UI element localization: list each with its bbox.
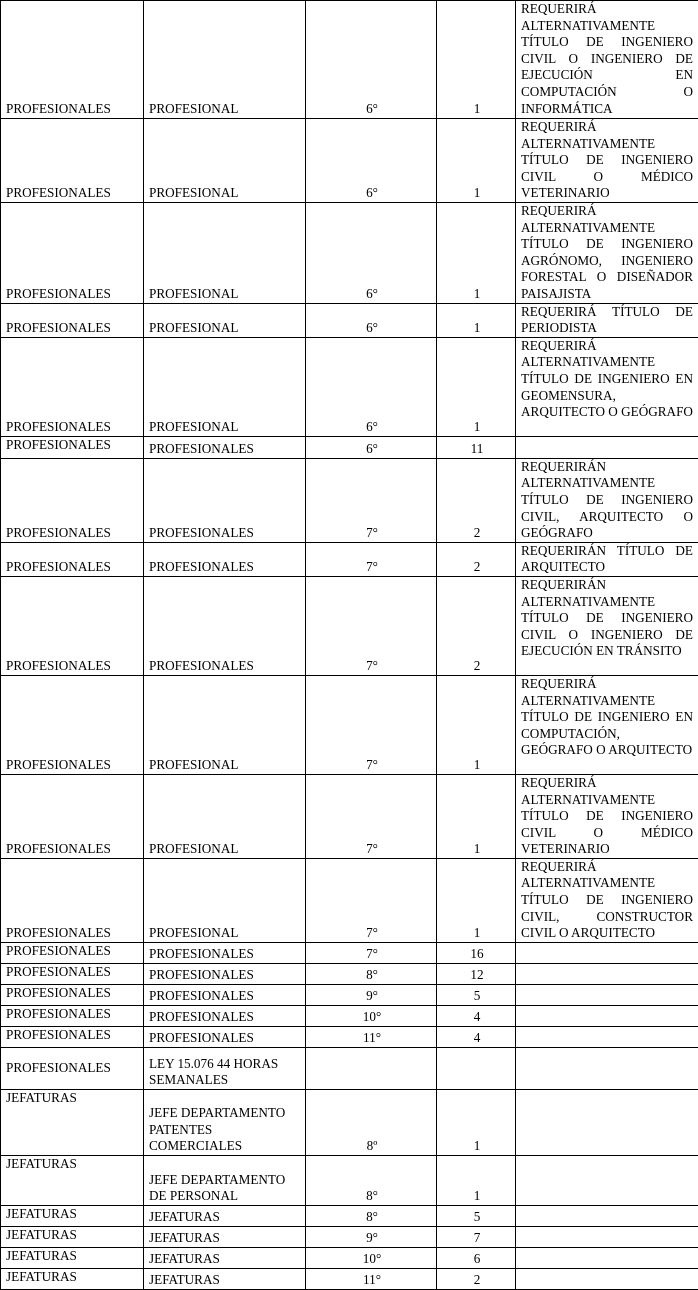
cell-position: JEFE DEPARTAMENTO PATENTES COMERCIALES (144, 1089, 306, 1155)
table-row (1, 576, 698, 675)
cell-requirement (516, 1247, 698, 1268)
cell-category: PROFESIONALES (1, 576, 144, 675)
table-row (1, 774, 698, 858)
table-row (1, 458, 698, 542)
cell-count: 2 (437, 542, 516, 576)
cell-position: JEFATURAS (144, 1268, 306, 1289)
cell-count: 1 (437, 202, 516, 303)
table-row (1, 337, 698, 436)
cell-category: PROFESIONALES (1, 337, 144, 436)
cell-position: PROFESIONALES (144, 1005, 306, 1026)
cell-count: 1 (437, 1089, 516, 1155)
cell-category: JEFATURAS (1, 1089, 144, 1155)
cell-position: PROFESIONAL (144, 303, 306, 337)
table-row (1, 984, 698, 1005)
cell-grade: 10° (306, 1247, 437, 1268)
table-row (1, 1047, 698, 1089)
cell-position: PROFESIONAL (144, 337, 306, 436)
cell-grade: 6° (306, 337, 437, 436)
cell-category: PROFESIONALES (1, 542, 144, 576)
cell-category: PROFESIONALES (1, 458, 144, 542)
cell-count: 2 (437, 1268, 516, 1289)
cell-requirement (516, 984, 698, 1005)
cell-position: PROFESIONALES (144, 576, 306, 675)
cell-grade: 11° (306, 1268, 437, 1289)
table-row (1, 1155, 698, 1205)
table-row (1, 942, 698, 963)
cell-grade: 11° (306, 1026, 437, 1047)
cell-grade: 6° (306, 1, 437, 119)
cell-position: PROFESIONAL (144, 202, 306, 303)
cell-category: PROFESIONALES (1, 984, 144, 1005)
cell-requirement: REQUERIRÁ ALTERNATIVAMENTE TÍTULO DE INGENIERO EN COMPUTACIÓN, GEÓGRAFO O ARQUITECTO (516, 675, 698, 774)
cell-requirement: REQUERIRÁ ALTERNATIVAMENTE TÍTULO DE INGENIERO CIVIL O MÉDICO VETERINARIO (516, 774, 698, 858)
table-row (1, 1, 698, 119)
cell-grade: 9° (306, 1226, 437, 1247)
cell-grade: 6° (306, 303, 437, 337)
table-row (1, 1089, 698, 1155)
table-row (1, 119, 698, 203)
cell-grade: 8° (306, 963, 437, 984)
cell-grade: 7° (306, 858, 437, 942)
cell-grade: 7° (306, 576, 437, 675)
cell-position: JEFATURAS (144, 1226, 306, 1247)
cell-requirement: REQUERIRÁ ALTERNATIVAMENTE TÍTULO DE INGENIERO CIVIL O MÉDICO VETERINARIO (516, 119, 698, 203)
cell-requirement (516, 1155, 698, 1205)
cell-position: PROFESIONALES (144, 436, 306, 458)
cell-position: JEFE DEPARTAMENTO DE PERSONAL (144, 1155, 306, 1205)
cell-count: 2 (437, 458, 516, 542)
cell-grade: 8° (306, 1155, 437, 1205)
cell-position: LEY 15.076 44 HORAS SEMANALES (144, 1047, 306, 1089)
cell-count: 5 (437, 1205, 516, 1226)
cell-requirement: REQUERIRÁ ALTERNATIVAMENTE TÍTULO DE INGENIERO CIVIL, CONSTRUCTOR CIVIL O ARQUITECTO (516, 858, 698, 942)
cell-category: JEFATURAS (1, 1155, 144, 1205)
table-row (1, 1005, 698, 1026)
cell-requirement (516, 1089, 698, 1155)
cell-grade: 8° (306, 1205, 437, 1226)
cell-grade: 7° (306, 942, 437, 963)
cell-category: PROFESIONALES (1, 119, 144, 203)
cell-category: PROFESIONALES (1, 942, 144, 963)
table-row (1, 1026, 698, 1047)
cell-grade: 7° (306, 675, 437, 774)
cell-position: PROFESIONAL (144, 1, 306, 119)
cell-count: 7 (437, 1226, 516, 1247)
cell-position: PROFESIONALES (144, 963, 306, 984)
cell-position: PROFESIONAL (144, 119, 306, 203)
cell-requirement: REQUERIRÁ ALTERNATIVAMENTE TÍTULO DE INGENIERO EN GEOMENSURA, ARQUITECTO O GEÓGRAFO (516, 337, 698, 436)
cell-category: PROFESIONALES (1, 963, 144, 984)
cell-category: PROFESIONALES (1, 436, 144, 458)
table-row (1, 542, 698, 576)
cell-category: PROFESIONALES (1, 202, 144, 303)
cell-category: PROFESIONALES (1, 1, 144, 119)
cell-count: 1 (437, 119, 516, 203)
cell-grade: 7° (306, 458, 437, 542)
cell-grade: 8º (306, 1089, 437, 1155)
cell-position: JEFATURAS (144, 1205, 306, 1226)
cell-count: 1 (437, 337, 516, 436)
cell-requirement (516, 1226, 698, 1247)
table-row (1, 303, 698, 337)
cell-requirement (516, 1047, 698, 1089)
cell-count: 4 (437, 1005, 516, 1026)
cell-requirement (516, 942, 698, 963)
cell-grade (306, 1047, 437, 1089)
cell-requirement (516, 436, 698, 458)
cell-requirement (516, 1205, 698, 1226)
cell-position: PROFESIONALES (144, 1026, 306, 1047)
cell-category: JEFATURAS (1, 1205, 144, 1226)
cell-category: PROFESIONALES (1, 774, 144, 858)
cell-category: PROFESIONALES (1, 1047, 144, 1089)
table-row (1, 858, 698, 942)
cell-category: PROFESIONALES (1, 858, 144, 942)
cell-requirement (516, 1268, 698, 1289)
cell-position: PROFESIONAL (144, 675, 306, 774)
cell-count: 1 (437, 1155, 516, 1205)
cell-requirement (516, 1026, 698, 1047)
cell-count: 1 (437, 774, 516, 858)
cell-requirement: REQUERIRÁN TÍTULO DE ARQUITECTO (516, 542, 698, 576)
table-row (1, 1247, 698, 1268)
cell-position: PROFESIONAL (144, 774, 306, 858)
cell-category: JEFATURAS (1, 1268, 144, 1289)
cell-category: PROFESIONALES (1, 1026, 144, 1047)
cell-grade: 9° (306, 984, 437, 1005)
cell-count (437, 1047, 516, 1089)
table-row (1, 1268, 698, 1289)
table-row (1, 202, 698, 303)
table-row (1, 963, 698, 984)
cell-requirement: REQUERIRÁ TÍTULO DE PERIODISTA (516, 303, 698, 337)
cell-count: 1 (437, 858, 516, 942)
cell-position: PROFESIONALES (144, 984, 306, 1005)
cell-position: PROFESIONALES (144, 942, 306, 963)
cell-count: 1 (437, 303, 516, 337)
cell-requirement: REQUERIRÁN ALTERNATIVAMENTE TÍTULO DE INGENIERO CIVIL O INGENIERO DE EJECUCIÓN EN TRÁNSITO (516, 576, 698, 675)
cell-category: JEFATURAS (1, 1226, 144, 1247)
cell-requirement: REQUERIRÁN ALTERNATIVAMENTE TÍTULO DE INGENIERO CIVIL, ARQUITECTO O GEÓGRAFO (516, 458, 698, 542)
cell-requirement (516, 963, 698, 984)
cell-requirement: REQUERIRÁ ALTERNATIVAMENTE TÍTULO DE INGENIERO AGRÓNOMO, INGENIERO FORESTAL O DISEÑADOR PAISAJISTA (516, 202, 698, 303)
cell-grade: 6° (306, 202, 437, 303)
cell-position: PROFESIONALES (144, 458, 306, 542)
cell-count: 1 (437, 1, 516, 119)
cell-position: PROFESIONAL (144, 858, 306, 942)
cell-grade: 6° (306, 436, 437, 458)
cell-requirement: REQUERIRÁ ALTERNATIVAMENTE TÍTULO DE INGENIERO CIVIL O INGENIERO DE EJECUCIÓN EN COMPUTACIÓN O INFORMÁTICA (516, 1, 698, 119)
table-row (1, 1226, 698, 1247)
table-row (1, 675, 698, 774)
cell-requirement (516, 1005, 698, 1026)
cell-count: 4 (437, 1026, 516, 1047)
cell-position: JEFATURAS (144, 1247, 306, 1268)
cell-count: 6 (437, 1247, 516, 1268)
cell-grade: 7° (306, 774, 437, 858)
cell-count: 11 (437, 436, 516, 458)
cell-count: 12 (437, 963, 516, 984)
cell-position: PROFESIONALES (144, 542, 306, 576)
cell-category: PROFESIONALES (1, 1005, 144, 1026)
table-row (1, 1205, 698, 1226)
cell-count: 2 (437, 576, 516, 675)
cell-category: PROFESIONALES (1, 675, 144, 774)
cell-grade: 10° (306, 1005, 437, 1026)
cell-count: 1 (437, 675, 516, 774)
cell-grade: 7° (306, 542, 437, 576)
cell-category: PROFESIONALES (1, 303, 144, 337)
table-row (1, 436, 698, 458)
cell-count: 5 (437, 984, 516, 1005)
cell-grade: 6° (306, 119, 437, 203)
cell-count: 16 (437, 942, 516, 963)
cell-category: JEFATURAS (1, 1247, 144, 1268)
